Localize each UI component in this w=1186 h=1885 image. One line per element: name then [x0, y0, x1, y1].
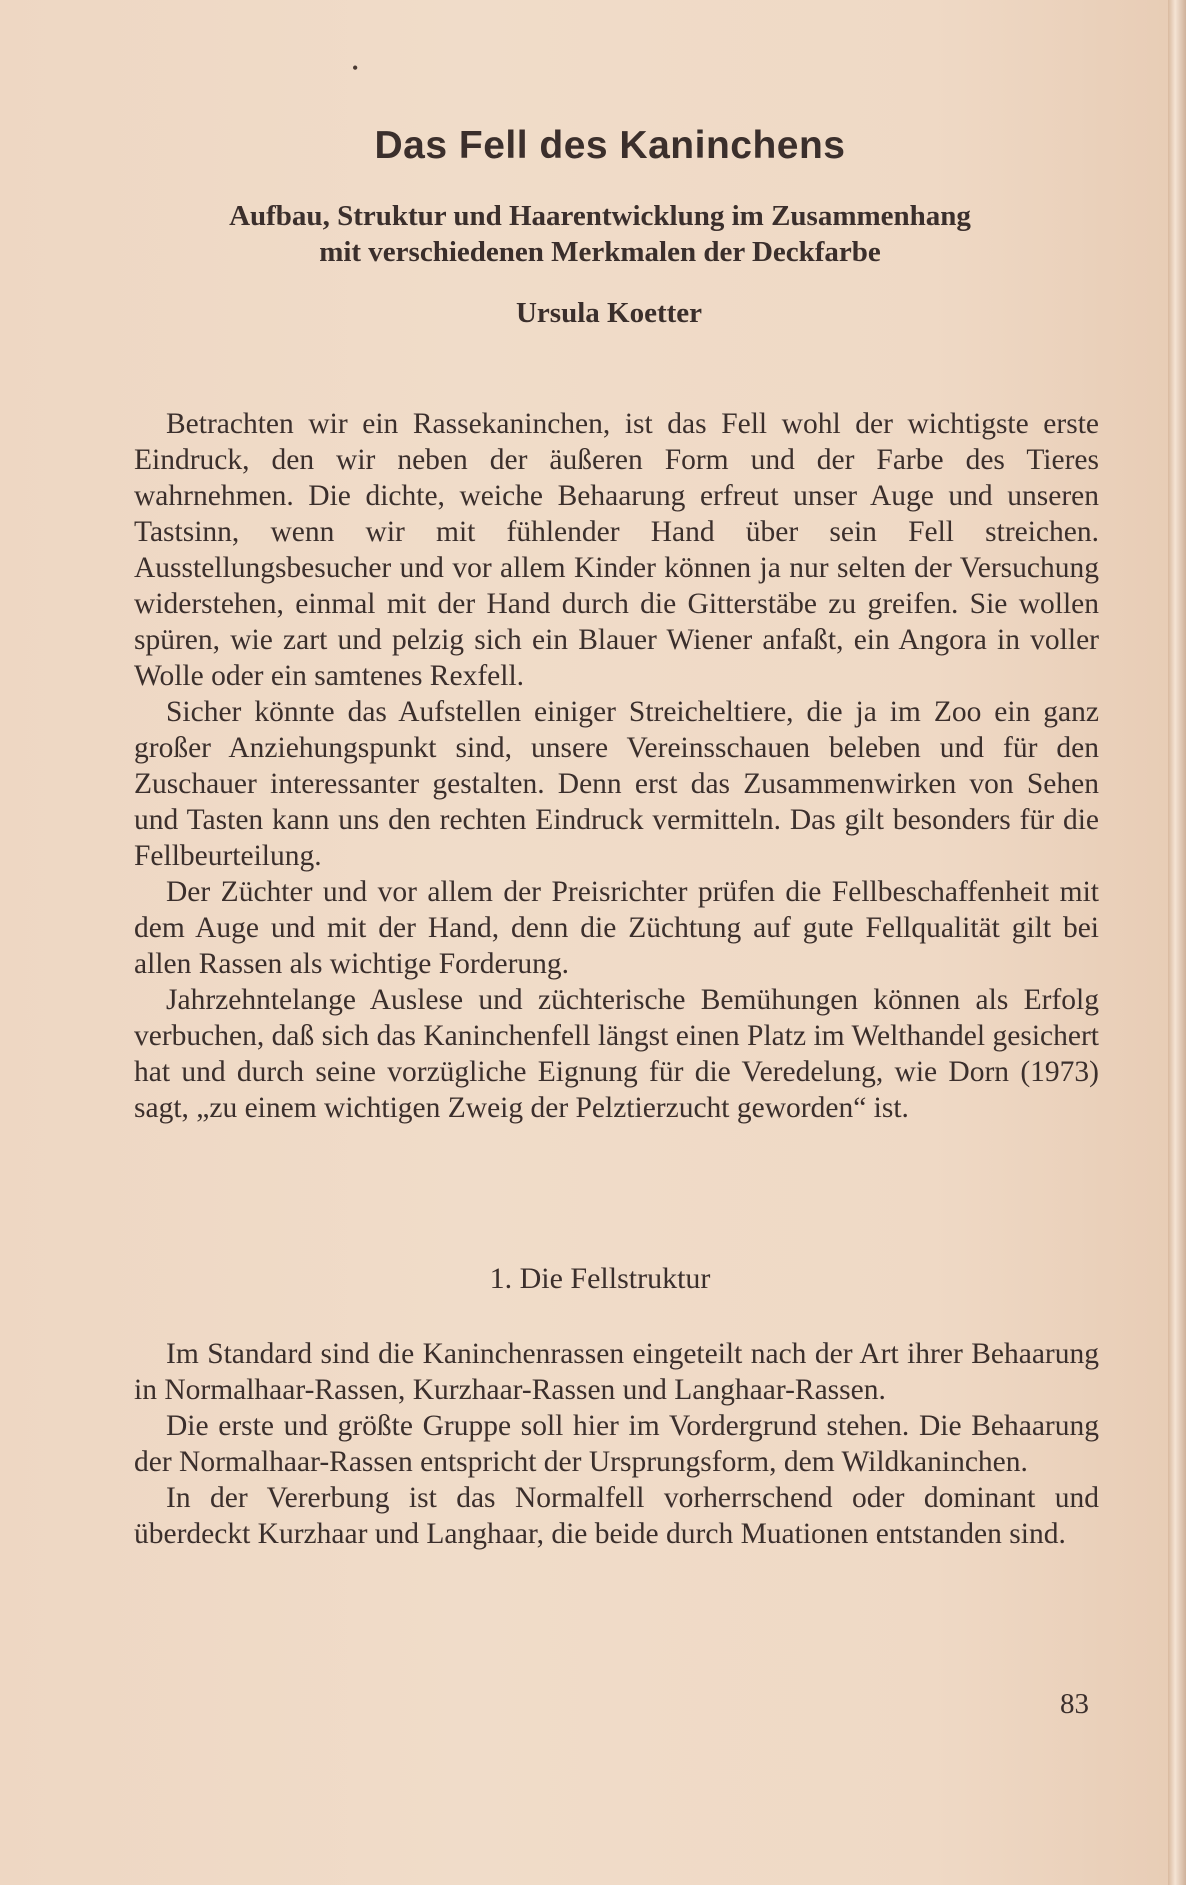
paragraph: Sicher könnte das Aufstellen einiger Streicheltiere, die ja im Zoo ein ganz großer Anziehungspunkt sind, unsere Vereinsschauen beleben und für den Zuschauer interessanter gestalten. Denn erst das Zusammenwirken von Sehen und Tasten kann uns den rechten Eindruck vermitteln. Das gilt besonders für die Fellbeurteilung. [134, 696, 1099, 872]
section-heading: 1. Die Fellstruktur [489, 1262, 711, 1295]
paragraph: Jahrzehntelange Auslese und züchterische Bemühungen können als Erfolg verbuchen, daß sich das Kaninchenfell längst einen Platz im Welthandel gesichert hat und durch seine vorzügliche Eignung für die Veredelung, wie Dorn (1973) sagt, „zu einem wichtigen Zweig der Pelztierzucht geworden“ ist. [134, 984, 1099, 1124]
ink-speck: • [352, 58, 359, 78]
page-number: 83 [1060, 1688, 1089, 1720]
article-title: Das Fell des Kaninchens [374, 124, 846, 167]
subtitle-line: mit verschiedenen Merkmalen der Deckfarbe [319, 236, 881, 268]
author-name: Ursula Koetter [515, 297, 703, 329]
paragraph: Der Züchter und vor allem der Preisrichter prüfen die Fellbeschaffenheit mit dem Auge und mit der Hand, denn die Züchtung auf gute Fellqualität gilt bei allen Rassen als wichtige Forderung. [134, 876, 1099, 980]
paragraph: Im Standard sind die Kaninchenrassen eingeteilt nach der Art ihrer Behaarung in Normalhaar-Rassen, Kurzhaar-Rassen und Langhaar-Rassen. [134, 1338, 1099, 1406]
intro-text [134, 406, 1099, 1126]
page-edge [1168, 0, 1186, 1885]
article-subtitle [0, 198, 1186, 270]
section-text [134, 1336, 1099, 1552]
paragraph: Die erste und größte Gruppe soll hier im Vordergrund stehen. Die Behaarung der Normalhaar-Rassen entspricht der Ursprungsform, dem Wildkaninchen. [134, 1410, 1099, 1478]
subtitle-line: Aufbau, Struktur und Haarentwicklung im Zusammenhang [229, 200, 971, 232]
paragraph: In der Vererbung ist das Normalfell vorherrschend oder dominant und überdeckt Kurzhaar und Langhaar, die beide durch Muationen entstanden sind. [134, 1482, 1099, 1550]
paragraph: Betrachten wir ein Rassekaninchen, ist das Fell wohl der wichtigste erste Eindruck, den wir neben der äußeren Form und der Farbe des Tieres wahrnehmen. Die dichte, weiche Behaarung erfreut unser Auge und unseren Tastsinn, wenn wir mit fühlender Hand über sein Fell streichen. Ausstellungsbesucher und vor allem Kinder können ja nur selten der Versuchung widerstehen, einmal mit der Hand durch die Gitterstäbe zu greifen. Sie wollen spüren, wie zart und pelzig sich ein Blauer Wiener anfaßt, ein Angora in voller Wolle oder ein samtenes Rexfell. [134, 408, 1099, 692]
